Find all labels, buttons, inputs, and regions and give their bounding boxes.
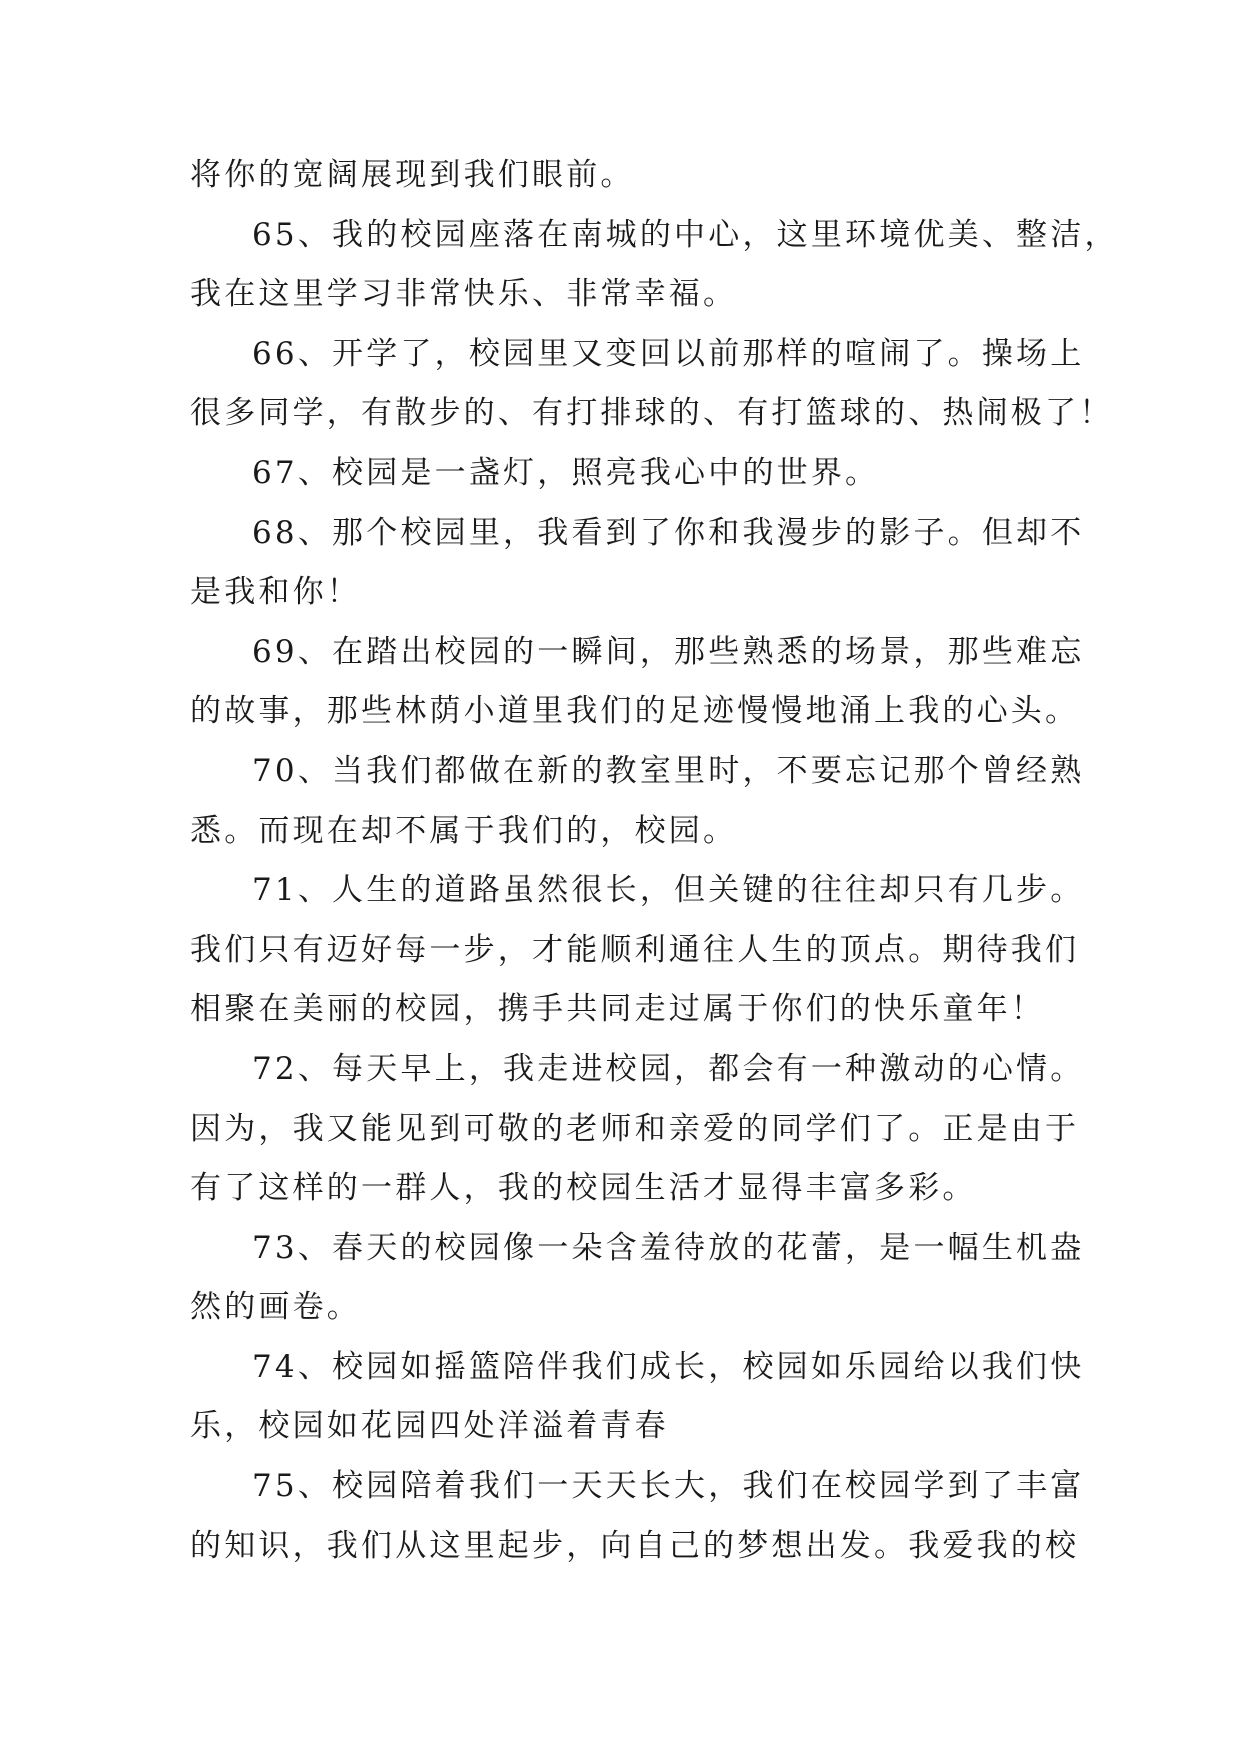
text-line: 73、春天的校园像一朵含羞待放的花蕾，是一幅生机盎 [252, 1229, 1085, 1266]
text-line: 我在这里学习非常快乐、非常幸福。 [190, 276, 738, 313]
text-line: 是我和你！ [190, 574, 361, 611]
text-line: 相聚在美丽的校园，携手共同走过属于你们的快乐童年！ [190, 991, 1045, 1028]
text-line: 68、那个校园里，我看到了你和我漫步的影子。但却不 [252, 514, 1085, 551]
text-line: 有了这样的一群人，我的校园生活才显得丰富多彩。 [190, 1170, 977, 1207]
text-line: 72、每天早上，我走进校园，都会有一种激动的心情。 [252, 1050, 1085, 1087]
text-line: 66、开学了，校园里又变回以前那样的喧闹了。操场上 [252, 335, 1085, 372]
text-line: 因为，我又能见到可敬的老师和亲爱的同学们了。正是由于 [190, 1110, 1080, 1147]
text-line: 乐，校园如花园四处洋溢着青春 [190, 1408, 669, 1445]
text-line: 70、当我们都做在新的教室里时，不要忘记那个曾经熟 [252, 752, 1085, 789]
text-line: 71、人生的道路虽然很长，但关键的往往却只有几步。 [252, 872, 1085, 909]
text-line: 的知识，我们从这里起步，向自己的梦想出发。我爱我的校 [190, 1527, 1080, 1564]
text-line: 69、在踏出校园的一瞬间，那些熟悉的场景，那些难忘 [252, 633, 1085, 670]
text-line: 将你的宽阔展现到我们眼前。 [190, 157, 635, 193]
text-line: 很多同学，有散步的、有打排球的、有打篮球的、热闹极了！ [190, 395, 1114, 432]
text-line: 然的画卷。 [190, 1289, 361, 1326]
text-line: 的故事，那些林荫小道里我们的足迹慢慢地涌上我的心头。 [190, 693, 1080, 730]
text-line: 悉。而现在却不属于我们的，校园。 [190, 812, 738, 849]
text-line: 74、校园如摇篮陪伴我们成长，校园如乐园给以我们快 [252, 1348, 1085, 1385]
text-line: 我们只有迈好每一步，才能顺利通往人生的顶点。期待我们 [190, 931, 1080, 968]
document-body [190, 146, 1119, 1576]
text-line: 67、校园是一盏灯，照亮我心中的世界。 [252, 454, 880, 491]
text-line: 65、我的校园座落在南城的中心，这里环境优美、整洁， [252, 216, 1119, 253]
text-line: 75、校园陪着我们一天天长大，我们在校园学到了丰富 [252, 1468, 1085, 1505]
